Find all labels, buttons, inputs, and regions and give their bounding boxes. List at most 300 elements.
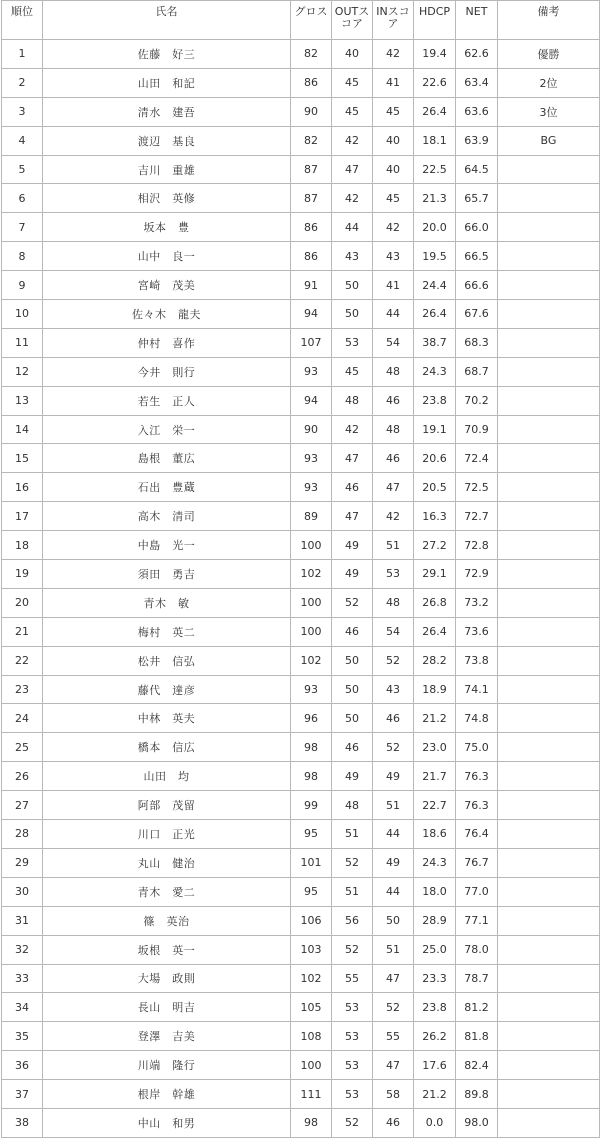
in-score-cell: 47 — [373, 473, 414, 502]
hdcp-cell: 27.2 — [414, 531, 456, 560]
hdcp-cell: 26.4 — [414, 97, 456, 126]
rank-cell: 17 — [2, 502, 43, 531]
hdcp-cell: 26.4 — [414, 617, 456, 646]
net-cell: 72.4 — [456, 444, 498, 473]
out-score-cell: 42 — [332, 415, 373, 444]
in-score-cell: 41 — [373, 271, 414, 300]
out-score-cell: 42 — [332, 184, 373, 213]
net-cell: 73.2 — [456, 588, 498, 617]
rank-cell: 3 — [2, 97, 43, 126]
remarks-cell — [498, 300, 600, 329]
net-cell: 74.1 — [456, 675, 498, 704]
remarks-cell — [498, 1051, 600, 1080]
net-cell: 77.0 — [456, 877, 498, 906]
header-hdcp: HDCP — [414, 1, 456, 40]
net-cell: 67.6 — [456, 300, 498, 329]
remarks-cell — [498, 993, 600, 1022]
name-cell: 島根 董広 — [43, 444, 291, 473]
gross-cell: 101 — [291, 848, 332, 877]
name-cell: 登澤 吉美 — [43, 1022, 291, 1051]
remarks-cell — [498, 328, 600, 357]
gross-cell: 108 — [291, 1022, 332, 1051]
rank-cell: 11 — [2, 328, 43, 357]
in-score-cell: 46 — [373, 444, 414, 473]
table-row — [2, 993, 600, 1022]
rank-cell: 7 — [2, 213, 43, 242]
hdcp-cell: 0.0 — [414, 1108, 456, 1137]
net-cell: 76.7 — [456, 848, 498, 877]
table-row — [2, 184, 600, 213]
gross-cell: 107 — [291, 328, 332, 357]
gross-cell: 93 — [291, 675, 332, 704]
net-cell: 63.6 — [456, 97, 498, 126]
net-cell: 64.5 — [456, 155, 498, 184]
rank-cell: 25 — [2, 733, 43, 762]
net-cell: 63.9 — [456, 126, 498, 155]
out-score-cell: 52 — [332, 588, 373, 617]
net-cell: 75.0 — [456, 733, 498, 762]
in-score-cell: 52 — [373, 646, 414, 675]
header-net: NET — [456, 1, 498, 40]
net-cell: 63.4 — [456, 68, 498, 97]
out-score-cell: 49 — [332, 762, 373, 791]
rank-cell: 24 — [2, 704, 43, 733]
in-score-cell: 40 — [373, 126, 414, 155]
net-cell: 66.5 — [456, 242, 498, 271]
name-cell: 川端 隆行 — [43, 1051, 291, 1080]
gross-cell: 87 — [291, 184, 332, 213]
remarks-cell — [498, 271, 600, 300]
table-row — [2, 242, 600, 271]
hdcp-cell: 20.0 — [414, 213, 456, 242]
remarks-cell — [498, 964, 600, 993]
rank-cell: 12 — [2, 357, 43, 386]
table-row — [2, 1051, 600, 1080]
name-cell: 梅村 英二 — [43, 617, 291, 646]
out-score-cell: 42 — [332, 126, 373, 155]
results-body — [2, 40, 600, 1138]
gross-cell: 96 — [291, 704, 332, 733]
net-cell: 68.7 — [456, 357, 498, 386]
in-score-cell: 44 — [373, 820, 414, 849]
table-row — [2, 97, 600, 126]
out-score-cell: 45 — [332, 97, 373, 126]
table-row — [2, 40, 600, 69]
hdcp-cell: 21.7 — [414, 762, 456, 791]
name-cell: 若生 正人 — [43, 386, 291, 415]
name-cell: 橋本 信広 — [43, 733, 291, 762]
table-row — [2, 560, 600, 589]
in-score-cell: 52 — [373, 993, 414, 1022]
gross-cell: 93 — [291, 444, 332, 473]
gross-cell: 93 — [291, 473, 332, 502]
hdcp-cell: 18.6 — [414, 820, 456, 849]
remarks-cell — [498, 155, 600, 184]
name-cell: 長山 明吉 — [43, 993, 291, 1022]
out-score-cell: 50 — [332, 675, 373, 704]
rank-cell: 36 — [2, 1051, 43, 1080]
net-cell: 74.8 — [456, 704, 498, 733]
hdcp-cell: 18.9 — [414, 675, 456, 704]
out-score-cell: 45 — [332, 357, 373, 386]
name-cell: 宮崎 茂美 — [43, 271, 291, 300]
remarks-cell — [498, 762, 600, 791]
net-cell: 89.8 — [456, 1080, 498, 1109]
name-cell: 川口 正光 — [43, 820, 291, 849]
rank-cell: 35 — [2, 1022, 43, 1051]
remarks-cell — [498, 1108, 600, 1137]
table-row — [2, 415, 600, 444]
in-score-cell: 46 — [373, 1108, 414, 1137]
hdcp-cell: 16.3 — [414, 502, 456, 531]
hdcp-cell: 23.0 — [414, 733, 456, 762]
rank-cell: 8 — [2, 242, 43, 271]
table-row — [2, 126, 600, 155]
gross-cell: 93 — [291, 357, 332, 386]
name-cell: 中林 英夫 — [43, 704, 291, 733]
hdcp-cell: 23.3 — [414, 964, 456, 993]
table-row — [2, 1022, 600, 1051]
gross-cell: 100 — [291, 588, 332, 617]
net-cell: 68.3 — [456, 328, 498, 357]
hdcp-cell: 18.0 — [414, 877, 456, 906]
rank-cell: 5 — [2, 155, 43, 184]
out-score-cell: 49 — [332, 531, 373, 560]
in-score-cell: 45 — [373, 97, 414, 126]
remarks-cell — [498, 820, 600, 849]
gross-cell: 98 — [291, 733, 332, 762]
gross-cell: 102 — [291, 560, 332, 589]
out-score-cell: 50 — [332, 271, 373, 300]
net-cell: 70.2 — [456, 386, 498, 415]
hdcp-cell: 20.5 — [414, 473, 456, 502]
name-cell: 阿部 茂留 — [43, 791, 291, 820]
out-score-cell: 51 — [332, 877, 373, 906]
in-score-cell: 47 — [373, 1051, 414, 1080]
net-cell: 62.6 — [456, 40, 498, 69]
in-score-cell: 51 — [373, 531, 414, 560]
table-row — [2, 155, 600, 184]
table-row — [2, 68, 600, 97]
out-score-cell: 51 — [332, 820, 373, 849]
out-score-cell: 52 — [332, 935, 373, 964]
table-row — [2, 733, 600, 762]
hdcp-cell: 23.8 — [414, 993, 456, 1022]
gross-cell: 82 — [291, 126, 332, 155]
in-score-cell: 46 — [373, 386, 414, 415]
table-row — [2, 617, 600, 646]
remarks-cell — [498, 1080, 600, 1109]
rank-cell: 30 — [2, 877, 43, 906]
net-cell: 66.0 — [456, 213, 498, 242]
name-cell: 石出 豊蔵 — [43, 473, 291, 502]
in-score-cell: 43 — [373, 242, 414, 271]
table-row — [2, 386, 600, 415]
name-cell: 相沢 英修 — [43, 184, 291, 213]
out-score-cell: 44 — [332, 213, 373, 242]
rank-cell: 14 — [2, 415, 43, 444]
gross-cell: 86 — [291, 242, 332, 271]
out-score-cell: 46 — [332, 733, 373, 762]
rank-cell: 32 — [2, 935, 43, 964]
name-cell: 高木 清司 — [43, 502, 291, 531]
header-name: 氏名 — [43, 1, 291, 40]
out-score-cell: 50 — [332, 704, 373, 733]
table-row — [2, 964, 600, 993]
name-cell: 中山 和男 — [43, 1108, 291, 1137]
name-cell: 仲村 喜作 — [43, 328, 291, 357]
out-score-cell: 48 — [332, 386, 373, 415]
in-score-cell: 48 — [373, 415, 414, 444]
table-row — [2, 213, 600, 242]
hdcp-cell: 22.5 — [414, 155, 456, 184]
net-cell: 73.8 — [456, 646, 498, 675]
rank-cell: 28 — [2, 820, 43, 849]
remarks-cell — [498, 704, 600, 733]
in-score-cell: 44 — [373, 877, 414, 906]
remarks-cell — [498, 848, 600, 877]
net-cell: 72.5 — [456, 473, 498, 502]
gross-cell: 102 — [291, 964, 332, 993]
net-cell: 72.7 — [456, 502, 498, 531]
name-cell: 坂本 豊 — [43, 213, 291, 242]
gross-cell: 98 — [291, 1108, 332, 1137]
remarks-cell — [498, 935, 600, 964]
out-score-cell: 46 — [332, 473, 373, 502]
gross-cell: 100 — [291, 617, 332, 646]
name-cell: 須田 勇吉 — [43, 560, 291, 589]
remarks-cell — [498, 617, 600, 646]
hdcp-cell: 26.8 — [414, 588, 456, 617]
in-score-cell: 51 — [373, 791, 414, 820]
out-score-cell: 53 — [332, 1051, 373, 1080]
gross-cell: 99 — [291, 791, 332, 820]
table-row — [2, 820, 600, 849]
remarks-cell — [498, 675, 600, 704]
header-gross: グロス — [291, 1, 332, 40]
hdcp-cell: 19.1 — [414, 415, 456, 444]
out-score-cell: 40 — [332, 40, 373, 69]
gross-cell: 94 — [291, 386, 332, 415]
rank-cell: 21 — [2, 617, 43, 646]
hdcp-cell: 28.2 — [414, 646, 456, 675]
out-score-cell: 53 — [332, 1080, 373, 1109]
rank-cell: 18 — [2, 531, 43, 560]
net-cell: 77.1 — [456, 906, 498, 935]
table-row — [2, 906, 600, 935]
gross-cell: 100 — [291, 1051, 332, 1080]
in-score-cell: 42 — [373, 40, 414, 69]
remarks-cell — [498, 791, 600, 820]
net-cell: 76.3 — [456, 762, 498, 791]
rank-cell: 1 — [2, 40, 43, 69]
remarks-cell — [498, 242, 600, 271]
hdcp-cell: 22.7 — [414, 791, 456, 820]
table-row — [2, 357, 600, 386]
name-cell: 佐々木 龍夫 — [43, 300, 291, 329]
out-score-cell: 56 — [332, 906, 373, 935]
gross-cell: 86 — [291, 213, 332, 242]
table-row — [2, 848, 600, 877]
rank-cell: 6 — [2, 184, 43, 213]
remarks-cell: 3位 — [498, 97, 600, 126]
table-row — [2, 300, 600, 329]
in-score-cell: 48 — [373, 588, 414, 617]
hdcp-cell: 21.2 — [414, 704, 456, 733]
hdcp-cell: 38.7 — [414, 328, 456, 357]
net-cell: 78.0 — [456, 935, 498, 964]
net-cell: 81.2 — [456, 993, 498, 1022]
hdcp-cell: 18.1 — [414, 126, 456, 155]
net-cell: 72.8 — [456, 531, 498, 560]
in-score-cell: 42 — [373, 502, 414, 531]
name-cell: 山中 良一 — [43, 242, 291, 271]
hdcp-cell: 28.9 — [414, 906, 456, 935]
out-score-cell: 45 — [332, 68, 373, 97]
hdcp-cell: 17.6 — [414, 1051, 456, 1080]
name-cell: 坂根 英一 — [43, 935, 291, 964]
net-cell: 98.0 — [456, 1108, 498, 1137]
table-row — [2, 675, 600, 704]
in-score-cell: 40 — [373, 155, 414, 184]
rank-cell: 4 — [2, 126, 43, 155]
out-score-cell: 55 — [332, 964, 373, 993]
gross-cell: 91 — [291, 271, 332, 300]
remarks-cell — [498, 531, 600, 560]
name-cell: 根岸 幹雄 — [43, 1080, 291, 1109]
rank-cell: 9 — [2, 271, 43, 300]
gross-cell: 86 — [291, 68, 332, 97]
in-score-cell: 43 — [373, 675, 414, 704]
in-score-cell: 51 — [373, 935, 414, 964]
remarks-cell — [498, 906, 600, 935]
rank-cell: 27 — [2, 791, 43, 820]
name-cell: 今井 則行 — [43, 357, 291, 386]
remarks-cell — [498, 473, 600, 502]
name-cell: 青木 愛二 — [43, 877, 291, 906]
in-score-cell: 45 — [373, 184, 414, 213]
remarks-cell — [498, 646, 600, 675]
rank-cell: 15 — [2, 444, 43, 473]
hdcp-cell: 22.6 — [414, 68, 456, 97]
name-cell: 渡辺 基良 — [43, 126, 291, 155]
out-score-cell: 43 — [332, 242, 373, 271]
out-score-cell: 46 — [332, 617, 373, 646]
gross-cell: 82 — [291, 40, 332, 69]
table-row — [2, 328, 600, 357]
out-score-cell: 50 — [332, 646, 373, 675]
in-score-cell: 52 — [373, 733, 414, 762]
in-score-cell: 54 — [373, 328, 414, 357]
gross-cell: 95 — [291, 877, 332, 906]
rank-cell: 22 — [2, 646, 43, 675]
gross-cell: 87 — [291, 155, 332, 184]
gross-cell: 111 — [291, 1080, 332, 1109]
gross-cell: 102 — [291, 646, 332, 675]
in-score-cell: 49 — [373, 762, 414, 791]
out-score-cell: 49 — [332, 560, 373, 589]
hdcp-cell: 23.8 — [414, 386, 456, 415]
in-score-cell: 41 — [373, 68, 414, 97]
out-score-cell: 53 — [332, 1022, 373, 1051]
table-row — [2, 271, 600, 300]
name-cell: 山田 均 — [43, 762, 291, 791]
header-rank: 順位 — [2, 1, 43, 40]
hdcp-cell: 21.2 — [414, 1080, 456, 1109]
out-score-cell: 47 — [332, 155, 373, 184]
out-score-cell: 47 — [332, 502, 373, 531]
rank-cell: 37 — [2, 1080, 43, 1109]
rank-cell: 33 — [2, 964, 43, 993]
table-row — [2, 1080, 600, 1109]
out-score-cell: 52 — [332, 1108, 373, 1137]
gross-cell: 103 — [291, 935, 332, 964]
name-cell: 吉川 重雄 — [43, 155, 291, 184]
in-score-cell: 42 — [373, 213, 414, 242]
name-cell: 青木 敏 — [43, 588, 291, 617]
rank-cell: 2 — [2, 68, 43, 97]
rank-cell: 10 — [2, 300, 43, 329]
name-cell: 藤代 達彦 — [43, 675, 291, 704]
remarks-cell: 2位 — [498, 68, 600, 97]
remarks-cell — [498, 560, 600, 589]
table-row — [2, 502, 600, 531]
gross-cell: 100 — [291, 531, 332, 560]
gross-cell: 90 — [291, 97, 332, 126]
hdcp-cell: 26.4 — [414, 300, 456, 329]
table-row — [2, 704, 600, 733]
header-in-score: INスコア — [373, 1, 414, 40]
hdcp-cell: 26.2 — [414, 1022, 456, 1051]
table-row — [2, 791, 600, 820]
remarks-cell — [498, 386, 600, 415]
hdcp-cell: 24.4 — [414, 271, 456, 300]
table-row — [2, 473, 600, 502]
table-row — [2, 444, 600, 473]
in-score-cell: 49 — [373, 848, 414, 877]
out-score-cell: 47 — [332, 444, 373, 473]
in-score-cell: 47 — [373, 964, 414, 993]
hdcp-cell: 19.5 — [414, 242, 456, 271]
name-cell: 篠 英治 — [43, 906, 291, 935]
rank-cell: 31 — [2, 906, 43, 935]
hdcp-cell: 24.3 — [414, 357, 456, 386]
table-row — [2, 588, 600, 617]
out-score-cell: 53 — [332, 328, 373, 357]
net-cell: 73.6 — [456, 617, 498, 646]
net-cell: 65.7 — [456, 184, 498, 213]
gross-cell: 94 — [291, 300, 332, 329]
hdcp-cell: 25.0 — [414, 935, 456, 964]
remarks-cell — [498, 415, 600, 444]
remarks-cell — [498, 357, 600, 386]
in-score-cell: 54 — [373, 617, 414, 646]
in-score-cell: 48 — [373, 357, 414, 386]
in-score-cell: 50 — [373, 906, 414, 935]
header-remarks: 備考 — [498, 1, 600, 40]
rank-cell: 20 — [2, 588, 43, 617]
table-row — [2, 646, 600, 675]
rank-cell: 29 — [2, 848, 43, 877]
in-score-cell: 53 — [373, 560, 414, 589]
rank-cell: 26 — [2, 762, 43, 791]
table-row — [2, 935, 600, 964]
hdcp-cell: 20.6 — [414, 444, 456, 473]
name-cell: 中島 光一 — [43, 531, 291, 560]
rank-cell: 13 — [2, 386, 43, 415]
remarks-cell — [498, 213, 600, 242]
remarks-cell — [498, 877, 600, 906]
